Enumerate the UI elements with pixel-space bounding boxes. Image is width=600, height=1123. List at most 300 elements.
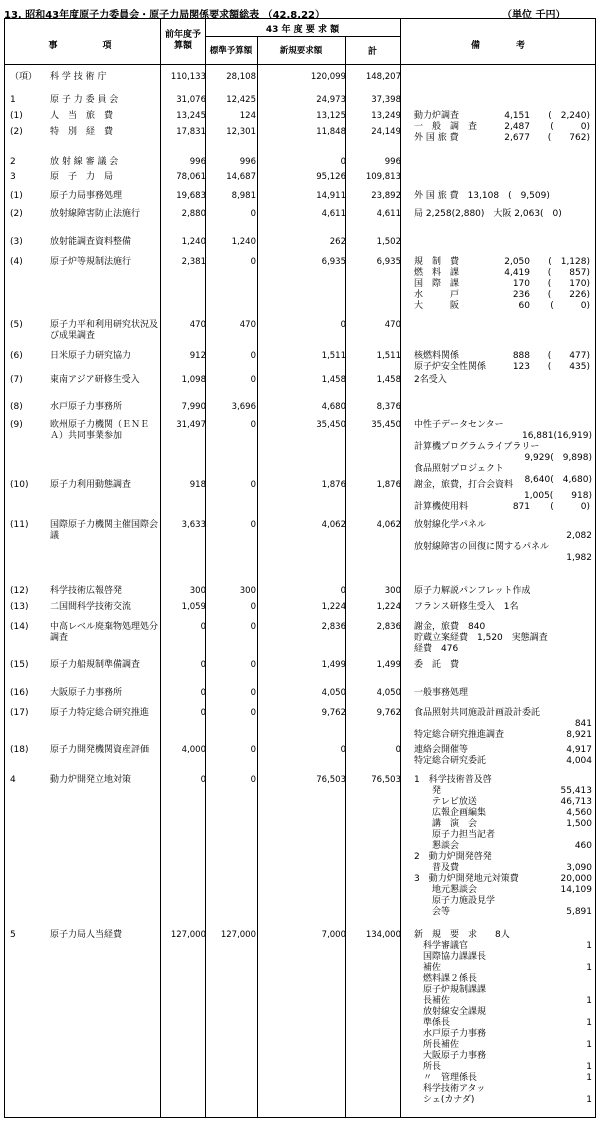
remark-text: 一 般 調 査 <box>414 122 478 132</box>
standard-cell: 0 <box>250 420 256 430</box>
new-request-cell: 0 <box>340 157 346 167</box>
prev-budget-cell: 996 <box>189 157 206 167</box>
new-request-cell: 7,000 <box>321 930 346 940</box>
prev-budget-cell: 7,990 <box>181 402 206 412</box>
remark-value: 4,004 <box>566 756 592 766</box>
remark-value: 1,500 <box>566 819 592 829</box>
row-item-name: 原子力開発機関資産評価 <box>50 745 150 755</box>
remark-value: 236 <box>512 290 530 300</box>
remark-line <box>406 257 592 268</box>
total-cell: 4,062 <box>376 520 401 530</box>
remarks-cell <box>406 375 592 386</box>
standard-cell: 0 <box>250 209 256 219</box>
prev-budget-cell: 1,240 <box>181 237 206 247</box>
row-number: (1) <box>10 191 23 201</box>
remark-line <box>406 985 592 996</box>
standard-cell: 0 <box>250 775 256 785</box>
row-number: 5 <box>10 930 16 940</box>
remark-text: 謝金，旅費 840 <box>414 622 486 632</box>
prev-budget-cell: 31,497 <box>176 420 206 430</box>
remark-line <box>406 191 592 202</box>
remark-value: 8,921 <box>566 730 592 740</box>
standard-cell: 470 <box>239 320 256 330</box>
remark-amount: 8,640( 4,680) <box>524 475 592 485</box>
remark-value: 14,109 <box>560 885 592 895</box>
remark-text: 原子炉規制課課 <box>414 985 487 995</box>
remark-line <box>406 819 592 830</box>
standard-cell: 300 <box>239 586 256 596</box>
total-cell: 8,376 <box>376 402 401 412</box>
standard-cell: 8,981 <box>231 191 256 201</box>
remark-text: 発 <box>414 786 442 796</box>
row-item-name: 東南アジア研修生受入 <box>50 375 140 385</box>
remark-text: 講 演 会 <box>414 819 478 829</box>
remark-text: 外 国 旅 費 <box>414 133 459 143</box>
remark-text: 地元懇談会 <box>414 885 478 895</box>
row-item-name: 人 当 旅 費 <box>50 111 114 121</box>
col-divider <box>205 18 206 1118</box>
remark-line <box>406 688 592 699</box>
total-cell: 23,892 <box>371 191 401 201</box>
remark-text: 3 動力炉開発地元対策費 <box>414 874 519 884</box>
remarks-cell <box>406 745 592 767</box>
prev-budget-cell: 2,880 <box>181 209 206 219</box>
remark-line <box>406 963 592 974</box>
new-request-cell: 4,062 <box>321 520 346 530</box>
row-item-name: 原 子 力 局 <box>50 172 114 182</box>
remark-value: 20,000 <box>560 874 592 884</box>
remark-line <box>406 930 592 941</box>
row-number: (3) <box>10 237 23 247</box>
remark-text: 核燃料関係 <box>414 351 460 361</box>
remark-line <box>406 453 592 464</box>
remark-line <box>406 952 592 963</box>
total-cell: 1,499 <box>376 660 401 670</box>
header-prev-budget: 前年度予算額 <box>164 30 201 51</box>
standard-cell: 28,108 <box>226 72 256 82</box>
row-item-name: 放射線障害防止法施行 <box>50 209 141 219</box>
new-request-cell: 2,836 <box>321 622 346 632</box>
remark-text: 水戸原子力事務 <box>414 1029 487 1039</box>
remark-line <box>406 633 592 644</box>
new-request-cell: 4,050 <box>321 688 346 698</box>
remark-line <box>406 420 592 431</box>
remark-text: 所長補佐 <box>414 1040 460 1050</box>
new-request-cell: 1,458 <box>321 375 346 385</box>
prev-budget-cell: 0 <box>200 622 206 632</box>
remarks-cell <box>406 660 592 671</box>
remark-text: 経費 476 <box>414 644 459 654</box>
prev-budget-cell: 1,098 <box>181 375 206 385</box>
standard-cell: 0 <box>250 660 256 670</box>
remark-line <box>406 209 592 220</box>
remark-text: 大 阪 <box>414 301 460 311</box>
prev-budget-cell: 0 <box>200 708 206 718</box>
row-number: (18) <box>10 745 29 755</box>
new-request-cell: 9,762 <box>321 708 346 718</box>
remark-line <box>406 996 592 1007</box>
header-rule <box>205 36 400 37</box>
remark-value: 1 <box>586 1095 592 1105</box>
total-cell: 1,458 <box>376 375 401 385</box>
row-number: 3 <box>10 172 16 182</box>
remark-amount: 1,005( 918) <box>524 491 592 501</box>
remarks-cell <box>406 420 592 486</box>
remarks-cell <box>406 351 592 373</box>
remark-text: シェ(カナダ) <box>414 1095 475 1105</box>
row-number: (5) <box>10 320 23 330</box>
remark-text: 特定総合研究推進調査 <box>414 730 505 740</box>
remarks-cell <box>406 622 592 655</box>
remark-line <box>406 974 592 985</box>
remark-line <box>406 122 592 133</box>
row-number: 2 <box>10 157 16 167</box>
remark-line <box>406 841 592 852</box>
row-item-name: 原子力平和利用研究状況及び成果調査 <box>50 320 159 341</box>
remark-text: 新 規 要 求 8人 <box>414 930 510 940</box>
total-cell: 1,511 <box>376 351 401 361</box>
remark-line <box>406 941 592 952</box>
remarks-cell <box>406 209 592 220</box>
total-cell: 134,000 <box>365 930 401 940</box>
row-number: (2) <box>10 127 23 137</box>
standard-cell: 3,696 <box>231 402 256 412</box>
remark-line <box>406 520 592 531</box>
remark-text: テレビ放送 <box>414 797 477 807</box>
remark-text: 国 際 課 <box>414 279 460 289</box>
row-item-name: 原子力船規制準備調査 <box>50 660 141 670</box>
remark-prev-value: ( 226) <box>547 290 590 300</box>
remark-text: 国際協力課課長 <box>414 952 487 962</box>
remark-text: 貯蔵立案経費 1,520 実態調査 <box>414 633 548 643</box>
remark-value: 871 <box>512 502 530 512</box>
total-cell: 35,450 <box>371 420 401 430</box>
remark-amount: 2,082 <box>566 531 592 541</box>
remark-line <box>406 719 592 730</box>
row-number: (6) <box>10 351 23 361</box>
remark-prev-value: ( 0) <box>550 122 590 132</box>
remark-value: 1 <box>586 963 592 973</box>
standard-cell: 0 <box>250 602 256 612</box>
remark-value: 123 <box>512 362 530 372</box>
prev-budget-cell: 127,000 <box>170 930 206 940</box>
total-cell: 4,050 <box>376 688 401 698</box>
remark-line <box>406 133 592 144</box>
remark-text: 広報企画編集 <box>414 808 487 818</box>
remark-line <box>406 745 592 756</box>
row-item-name: 原子力局事務処理 <box>50 191 123 201</box>
remark-value: 2,677 <box>504 133 530 143</box>
row-item-name: 科学技術広報啓発 <box>50 586 123 596</box>
standard-cell: 0 <box>250 351 256 361</box>
row-number: (15) <box>10 660 29 670</box>
prev-budget-cell: 110,133 <box>170 72 206 82</box>
remark-text: 燃料課２係長 <box>414 974 478 984</box>
remark-text: 科学審議官 <box>414 941 469 951</box>
new-request-cell: 24,973 <box>316 95 346 105</box>
remark-text: 計算機使用料 <box>414 502 469 512</box>
remark-line <box>406 362 592 373</box>
new-request-cell: 11,848 <box>316 127 346 137</box>
remarks-cell <box>406 257 592 312</box>
remark-text: 局 2,258(2,880) 大阪 2,063( 0) <box>414 209 562 219</box>
remark-line <box>406 797 592 808</box>
row-item-name: 原 子 力 委 員 会 <box>50 95 119 105</box>
row-number: 4 <box>10 775 16 785</box>
row-number: (11) <box>10 520 29 530</box>
remark-text: 長補佐 <box>414 996 451 1006</box>
row-number: (1) <box>10 111 23 121</box>
remark-line <box>406 730 592 741</box>
remark-text: 水 戸 <box>414 290 460 300</box>
new-request-cell: 13,125 <box>316 111 346 121</box>
header-remarks: 備 考 <box>470 41 525 51</box>
page-title: 13. 昭和43年度原子力委員会・原子力局関係要求額総表 （42.8.22） <box>4 10 325 21</box>
remark-line <box>406 502 592 513</box>
remark-line <box>406 111 592 122</box>
remark-amount: 9,929( 9,898) <box>524 453 592 463</box>
new-request-cell: 4,611 <box>321 209 346 219</box>
remark-text: 原子力担当記者 <box>414 830 496 840</box>
header-item: 事 項 <box>48 41 112 51</box>
remark-line <box>406 874 592 885</box>
total-cell: 9,762 <box>376 708 401 718</box>
remark-value: 2,050 <box>504 257 530 267</box>
remark-text: 2 動力炉開発啓発 <box>414 852 492 862</box>
remark-text: 食品照射プロジェクト <box>414 464 504 474</box>
standard-cell: 0 <box>250 520 256 530</box>
remark-line <box>406 431 592 442</box>
remark-value: 888 <box>512 351 530 361</box>
remark-line <box>406 885 592 896</box>
prev-budget-cell: 3,633 <box>181 520 206 530</box>
new-request-cell: 0 <box>340 320 346 330</box>
remark-value: 3,090 <box>566 863 592 873</box>
col-divider <box>400 18 401 1118</box>
remark-text: 放射線障害の回復に関するパネル <box>414 542 550 552</box>
row-item-name: 特 別 経 費 <box>50 127 114 137</box>
remarks-cell <box>406 520 592 564</box>
row-number: 1 <box>10 95 16 105</box>
row-item-name: 国際原子力機関主催国際会議 <box>50 520 159 541</box>
total-cell: 1,876 <box>376 480 401 490</box>
remark-line <box>406 553 592 564</box>
total-cell: 0 <box>395 745 401 755</box>
remark-line <box>406 586 592 597</box>
remark-line <box>406 644 592 655</box>
remark-prev-value: ( 0) <box>550 301 590 311</box>
new-request-cell: 76,503 <box>316 775 346 785</box>
remarks-cell <box>406 688 592 699</box>
total-cell: 1,224 <box>376 602 401 612</box>
standard-cell: 0 <box>250 375 256 385</box>
header-rule <box>4 64 596 65</box>
row-item-name: 動力炉開発立地対策 <box>50 775 132 785</box>
col-divider <box>257 36 258 1118</box>
remark-value: 2,487 <box>504 122 530 132</box>
row-item-name: 日米原子力研究協力 <box>50 351 132 361</box>
row-number: (12) <box>10 586 29 596</box>
remark-text: 食品照射共同施設計画設計委託 <box>414 708 541 718</box>
remark-prev-value: ( 477) <box>547 351 590 361</box>
prev-budget-cell: 0 <box>200 688 206 698</box>
row-item-name: 大阪原子力事務所 <box>50 688 123 698</box>
total-cell: 148,207 <box>365 72 401 82</box>
remark-value: 4,560 <box>566 808 592 818</box>
standard-cell: 14,687 <box>226 172 256 182</box>
standard-cell: 996 <box>239 157 256 167</box>
remark-line <box>406 1018 592 1029</box>
remark-line <box>406 1007 592 1018</box>
remark-line <box>406 301 592 312</box>
row-number: (8) <box>10 402 23 412</box>
row-number: (9) <box>10 420 23 430</box>
remark-text: フランス研修生受入 1名 <box>414 602 519 612</box>
remark-text: 科学技術アタッ <box>414 1084 486 1094</box>
remark-text: 動力炉調査 <box>414 111 460 121</box>
total-cell: 2,836 <box>376 622 401 632</box>
remark-line <box>406 1073 592 1084</box>
prev-budget-cell: 0 <box>200 775 206 785</box>
row-item-name: 欧州原子力機関（ＥＮＥＡ）共同事業参加 <box>50 420 150 441</box>
remarks-cell <box>406 602 592 613</box>
row-item-name: 原子力局人当経費 <box>50 930 123 940</box>
remark-text: 委 託 費 <box>414 660 460 670</box>
row-item-name: 中高レベル廃棄物処理処分調査 <box>50 622 159 643</box>
remark-value: 46,713 <box>560 797 592 807</box>
remark-line <box>406 531 592 542</box>
remark-text: 所長 <box>414 1062 442 1072</box>
row-item-name: 放射能調査資料整備 <box>50 237 132 247</box>
remark-line <box>406 1029 592 1040</box>
new-request-cell: 0 <box>340 586 346 596</box>
remark-prev-value: ( 2,240) <box>548 111 590 121</box>
remark-value: 170 <box>512 279 530 289</box>
remark-prev-value: ( 170) <box>547 279 590 289</box>
standard-cell: 1,240 <box>231 237 256 247</box>
remark-line <box>406 375 592 386</box>
remark-amount: 841 <box>574 719 592 729</box>
row-number: (7) <box>10 375 23 385</box>
remark-line <box>406 756 592 767</box>
header-total: 計 <box>367 47 377 57</box>
remark-text: 放射線化学パネル <box>414 520 487 530</box>
remark-text: 懇談会 <box>414 841 460 851</box>
prev-budget-cell: 17,831 <box>176 127 206 137</box>
remark-line <box>406 907 592 918</box>
row-item-name: 原子炉等規制法施行 <box>50 257 132 267</box>
remark-value: 4,419 <box>504 268 530 278</box>
row-number: (4) <box>10 257 23 267</box>
prev-budget-cell: 78,061 <box>176 172 206 182</box>
prev-budget-cell: 19,683 <box>176 191 206 201</box>
prev-budget-cell: 912 <box>189 351 206 361</box>
remark-text: 準係長 <box>414 1018 451 1028</box>
prev-budget-cell: 1,059 <box>181 602 206 612</box>
row-number: (10) <box>10 480 29 490</box>
remark-text: 規 制 費 <box>414 257 460 267</box>
remark-text: 中性子データセンター <box>414 420 504 430</box>
remark-line <box>406 491 592 502</box>
standard-cell: 12,301 <box>226 127 256 137</box>
row-item-name: 二国間科学技術交流 <box>50 602 132 612</box>
remark-text: 外 国 旅 費 13,108 ( 9,509) <box>414 191 550 201</box>
remark-line <box>406 775 592 786</box>
remark-line <box>406 708 592 719</box>
header-req-group: 43 年 度 要 求 額 <box>265 25 340 35</box>
new-request-cell: 95,126 <box>316 172 346 182</box>
row-item-name: 水戸原子力事務所 <box>50 402 123 412</box>
prev-budget-cell: 918 <box>189 480 206 490</box>
unit-label: （単位 千円） <box>502 10 566 21</box>
remark-line <box>406 464 592 475</box>
total-cell: 1,502 <box>376 237 401 247</box>
remark-text: 特定総合研究委託 <box>414 756 487 766</box>
row-number: (13) <box>10 602 29 612</box>
new-request-cell: 262 <box>329 237 346 247</box>
new-request-cell: 120,099 <box>310 72 346 82</box>
remark-text: 普及費 <box>414 863 460 873</box>
remark-value: 1 <box>586 996 592 1006</box>
total-cell: 109,813 <box>365 172 401 182</box>
row-item-name: 放 射 線 審 議 会 <box>50 157 119 167</box>
new-request-cell: 14,911 <box>316 191 346 201</box>
new-request-cell: 1,511 <box>321 351 346 361</box>
remark-value: 460 <box>574 841 592 851</box>
remark-line <box>406 602 592 613</box>
row-item-name: 原子力利用動態調査 <box>50 480 132 490</box>
total-cell: 24,149 <box>371 127 401 137</box>
remark-text: 大阪原子力事務 <box>414 1051 487 1061</box>
total-cell: 470 <box>384 320 401 330</box>
remarks-cell <box>406 111 592 144</box>
remarks-cell <box>406 930 592 1106</box>
remark-value: 4,917 <box>566 745 592 755</box>
new-request-cell: 4,680 <box>321 402 346 412</box>
remark-text: 〃 管理係長 <box>414 1073 478 1083</box>
total-cell: 300 <box>384 586 401 596</box>
prev-budget-cell: 31,076 <box>176 95 206 105</box>
remark-text: 謝金，旅費，打合会資料 <box>414 480 514 490</box>
remark-text: 放射線安全課規 <box>414 1007 487 1017</box>
row-number: (2) <box>10 209 23 219</box>
remark-prev-value: ( 435) <box>547 362 590 372</box>
remark-text: 燃 料 課 <box>414 268 460 278</box>
remark-text: 原子力解説パンフレット作成 <box>414 586 531 596</box>
remark-value: 1 <box>586 941 592 951</box>
remark-line <box>406 808 592 819</box>
remark-line <box>406 442 592 453</box>
remark-line <box>406 1084 592 1095</box>
remark-text: 計算機プログラムライブラリー <box>414 442 540 452</box>
remark-text: 原子力施設見学 <box>414 896 496 906</box>
col-divider <box>160 18 161 1118</box>
remarks-cell <box>406 586 592 597</box>
remark-value: 5,891 <box>566 907 592 917</box>
header-standard: 標準予算額 <box>209 46 253 56</box>
remark-prev-value: ( 1,128) <box>548 257 590 267</box>
remark-text: 原子炉安全性関係 <box>414 362 487 372</box>
remark-text: 連絡会開催等 <box>414 745 469 755</box>
remark-prev-value: ( 857) <box>547 268 590 278</box>
remark-line <box>406 830 592 841</box>
remark-line <box>406 786 592 797</box>
prev-budget-cell: 4,000 <box>181 745 206 755</box>
remark-line <box>406 1095 592 1106</box>
prev-budget-cell: 300 <box>189 586 206 596</box>
remark-amount: 1,982 <box>566 553 592 563</box>
prev-budget-cell: 470 <box>189 320 206 330</box>
